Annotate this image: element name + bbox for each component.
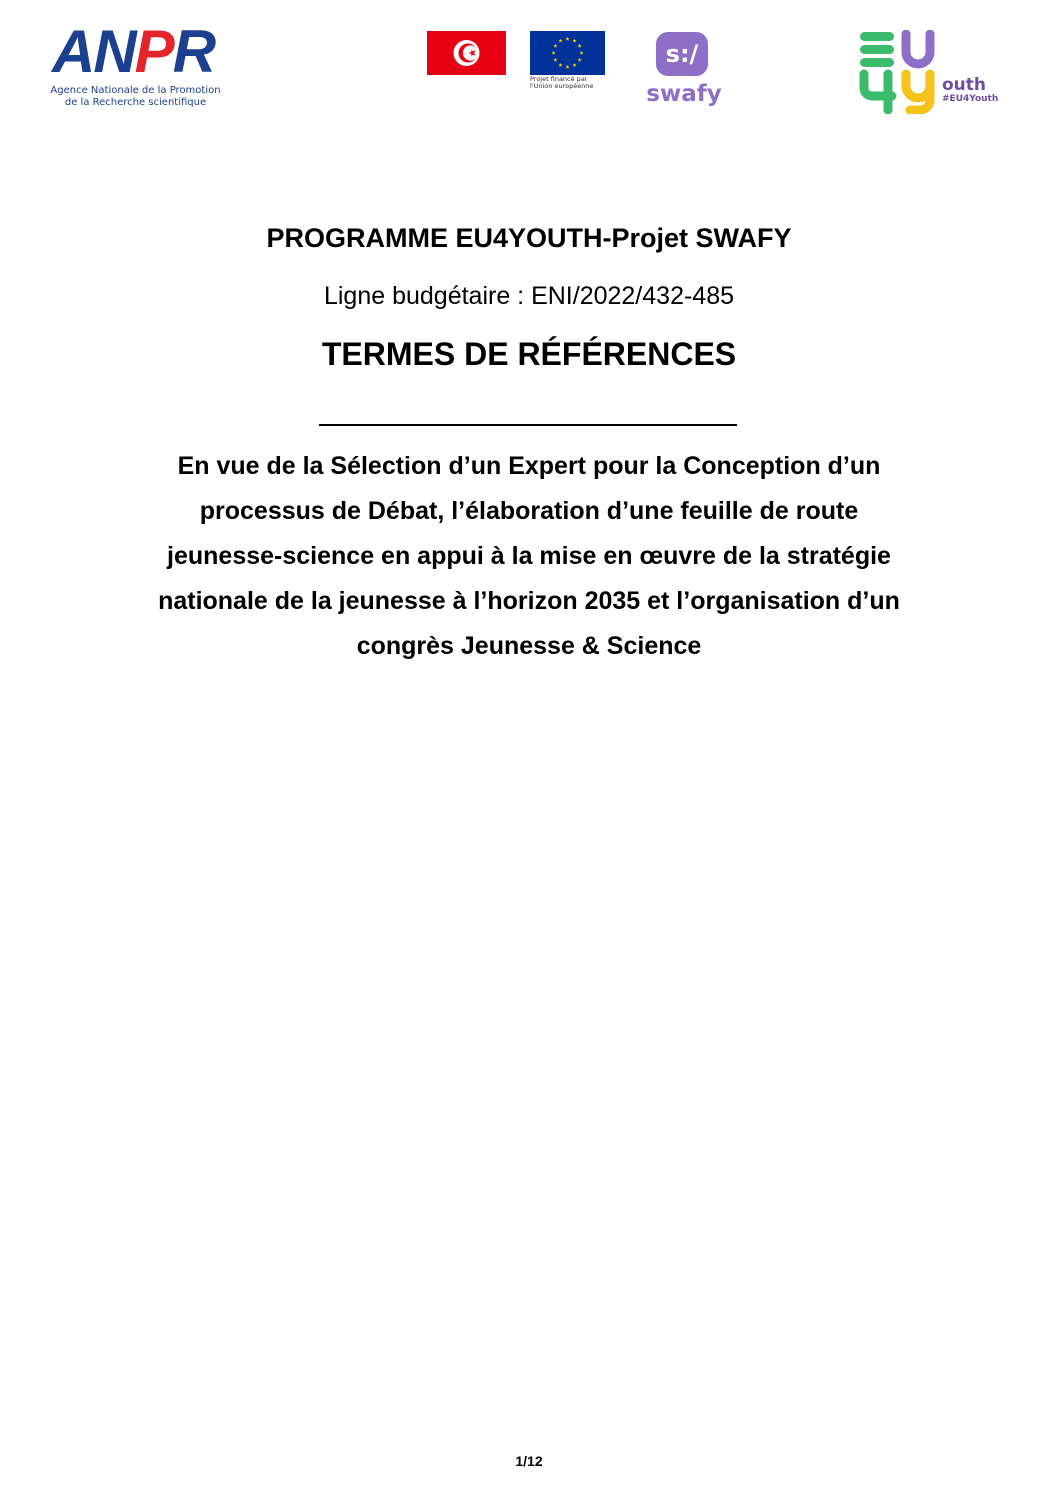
eu4youth-logo-text: outh <box>942 75 987 95</box>
title-separator-rule <box>319 424 737 426</box>
objet-line: congrès Jeunesse & Science <box>356 632 702 660</box>
objet-line: processus de Débat, l’élaboration d’une feuille de route <box>199 497 859 525</box>
terms-of-reference-title: TERMES DE RÉFÉRENCES <box>321 336 737 372</box>
objet-statement <box>100 444 958 669</box>
anpr-logo-text: ANPR <box>52 18 215 85</box>
tunisia-flag-icon <box>427 31 506 75</box>
anpr-subtitle-line1: Agence Nationale de la Promotion <box>50 85 221 96</box>
anpr-logo <box>48 18 223 116</box>
eu-flag <box>530 31 605 89</box>
swafy-logo <box>636 30 732 110</box>
eu-flag-icon <box>530 31 605 75</box>
eu4youth-mark-icon <box>858 30 942 114</box>
anpr-logo-subtitle <box>48 85 223 109</box>
anpr-subtitle-line2: de la Recherche scientifique <box>64 97 207 108</box>
eu-caption-line1: Projet financé par <box>530 75 588 83</box>
swafy-badge-icon: s:/ <box>656 32 708 76</box>
eu-caption-line2: l'Union européenne <box>530 82 594 90</box>
budget-line: Ligne budgétaire : ENI/2022/432-485 <box>323 282 735 310</box>
eu-flag-caption <box>530 76 605 90</box>
objet-line: nationale de la jeunesse à l’horizon 2035 et l’organisation d’un <box>158 587 900 615</box>
program-title: PROGRAMME EU4YOUTH-Projet SWAFY <box>266 223 792 253</box>
objet-line: En vue de la Sélection d’un Expert pour la Conception d’un <box>177 452 881 480</box>
objet-line: jeunesse-science en appui à la mise en œuvre de la stratégie <box>167 542 891 570</box>
page-number: 1/12 <box>515 1453 543 1469</box>
swafy-logo-text: swafy <box>646 81 722 107</box>
eu4youth-logo <box>858 30 1018 114</box>
eu4youth-hashtag: #EU4Youth <box>942 94 999 104</box>
